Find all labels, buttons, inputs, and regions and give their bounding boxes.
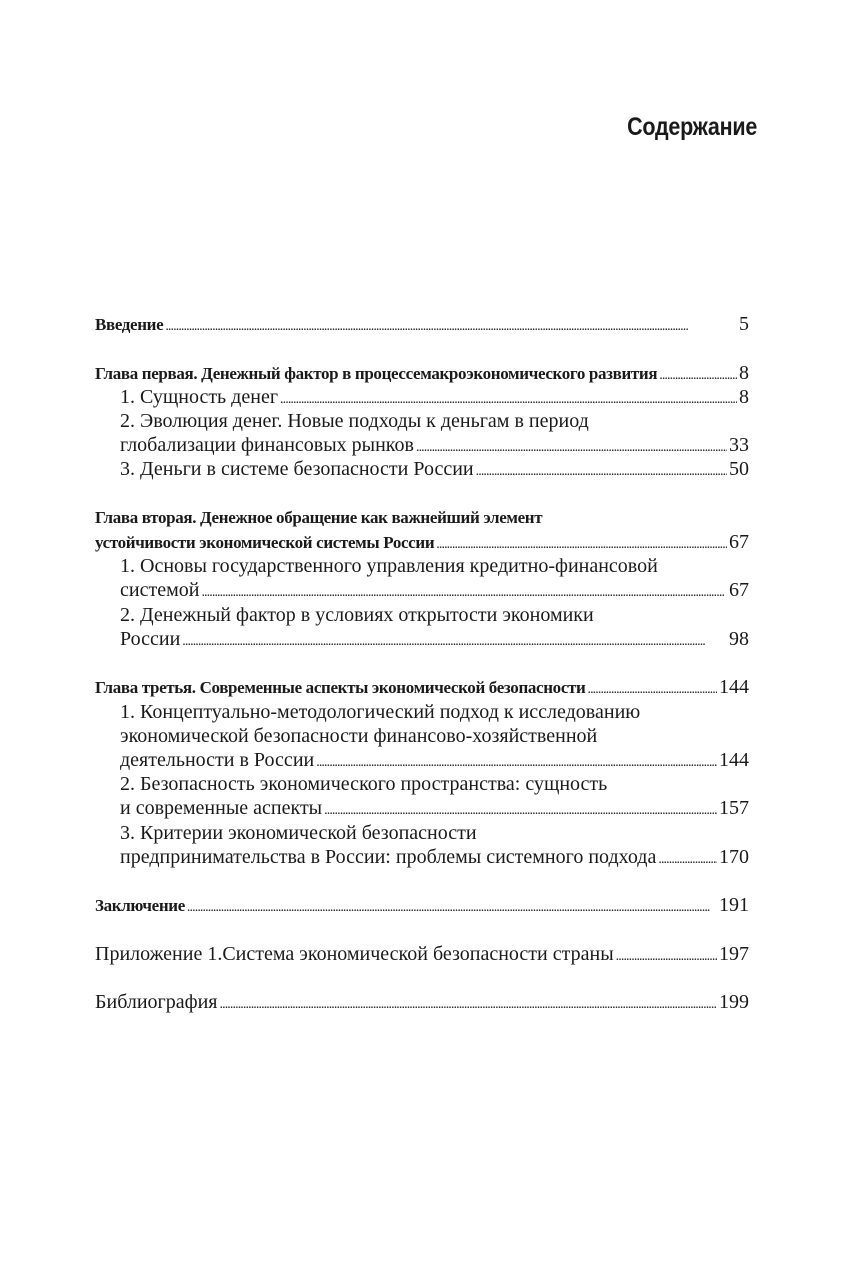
toc-entry-chapter-1-section-3[interactable]	[95, 457, 749, 481]
dot-leader	[201, 578, 727, 605]
table-of-contents	[95, 312, 749, 1015]
toc-entry-title: Библиография	[95, 991, 218, 1014]
toc-page-number: 199	[719, 991, 749, 1014]
toc-entry-title: 3. Критерии экономической безопасности	[120, 821, 477, 844]
toc-page-number: 144	[719, 748, 749, 771]
toc-entry-title: системой	[120, 579, 200, 602]
toc-entry-title: 2. Денежный фактор в условиях открытости экономики	[120, 603, 594, 626]
toc-entry-chapter-3-section-2[interactable]	[95, 796, 749, 820]
dot-leader	[187, 894, 717, 920]
page-title: Содержание	[627, 113, 757, 141]
toc-entry-title: и современные аспекты	[120, 797, 323, 820]
toc-page-number: 50	[729, 458, 749, 481]
toc-entry-title: Введение	[95, 315, 164, 334]
toc-entry-chapter-2-section-2-line-1[interactable]	[95, 603, 749, 627]
toc-entry-title: 1. Сущность денег	[120, 385, 279, 408]
toc-entry-title: Глава первая. Денежный фактор в процессемакроэкономического развития	[95, 363, 658, 383]
toc-entry-chapter-2-section-2[interactable]	[95, 627, 749, 651]
toc-entry-title: России	[120, 627, 181, 650]
toc-entry-intro[interactable]	[95, 312, 749, 336]
toc-page-number: 197	[719, 942, 749, 965]
toc-entry-title: 1. Концептуально-методологический подход к исследованию	[120, 700, 641, 723]
toc-entry-chapter-3-section-3-line-1[interactable]	[95, 821, 749, 845]
toc-entry-chapter-1-section-2[interactable]	[95, 433, 749, 457]
toc-entry-chapter-1[interactable]	[95, 361, 749, 385]
toc-entry-title: предпринимательства в России: проблемы системного подхода	[120, 845, 657, 868]
toc-entry-title: 3. Деньги в системе безопасности России	[120, 458, 474, 481]
toc-entry-title: 2. Эволюция денег. Новые подходы к деньгам в период	[120, 409, 589, 432]
toc-entry-title: Заключение	[95, 896, 185, 916]
toc-entry-title: 2. Безопасность экономического пространства: сущность	[120, 773, 608, 796]
toc-entry-chapter-3[interactable]	[95, 675, 749, 699]
toc-page-number: 8	[739, 361, 749, 384]
toc-entry-chapter-2-section-1-line-1[interactable]	[95, 554, 749, 578]
dot-leader	[416, 433, 727, 460]
toc-entry-chapter-3-section-3[interactable]	[95, 845, 749, 869]
toc-page-number: 5	[739, 313, 749, 335]
toc-page-number: 157	[719, 797, 749, 820]
toc-entry-title: 1. Основы государственного управления кредитно-финансовой	[120, 555, 658, 578]
dot-leader	[182, 627, 727, 654]
dot-leader	[280, 385, 737, 412]
toc-entry-title: устойчивости экономической системы России	[95, 533, 435, 553]
toc-page-number: 170	[719, 845, 749, 868]
dot-leader	[165, 313, 737, 339]
toc-page-number: 98	[729, 627, 749, 650]
toc-entry-chapter-3-section-1-line-1[interactable]	[95, 700, 749, 724]
toc-entry-title: экономической безопасности финансово-хозяйственной	[120, 724, 598, 747]
toc-page-number: 144	[719, 676, 749, 699]
toc-entry-chapter-2-section-1[interactable]	[95, 578, 749, 602]
toc-entry-chapter-2[interactable]	[95, 530, 749, 554]
toc-entry-chapter-3-section-1-line-2[interactable]	[95, 724, 749, 748]
toc-entry-chapter-1-section-2-line-1[interactable]	[95, 409, 749, 433]
toc-page-number: 33	[729, 434, 749, 457]
toc-entry-title: деятельности в России	[120, 748, 315, 771]
dot-leader	[476, 457, 727, 484]
toc-entry-chapter-3-section-1[interactable]	[95, 748, 749, 772]
dot-leader	[616, 942, 717, 969]
toc-entry-appendix[interactable]	[95, 942, 749, 966]
dot-leader	[658, 845, 717, 872]
toc-page-number: 67	[729, 531, 749, 554]
toc-entry-chapter-1-section-1[interactable]	[95, 385, 749, 409]
toc-entry-title: Глава вторая. Денежное обращение как важнейший элемент	[95, 507, 543, 527]
toc-entry-title: глобализации финансовых рынков	[120, 434, 414, 457]
toc-entry-bibliography[interactable]	[95, 990, 749, 1014]
dot-leader	[324, 796, 717, 823]
toc-entry-conclusion[interactable]	[95, 893, 749, 917]
toc-page-number: 67	[729, 579, 749, 602]
toc-entry-chapter-2-line-1[interactable]	[95, 506, 749, 530]
dot-leader	[316, 748, 717, 775]
toc-page-number: 191	[719, 894, 749, 917]
toc-page-number: 8	[739, 385, 749, 408]
toc-entry-title: Глава третья. Современные аспекты экономической безопасности	[95, 678, 586, 698]
toc-entry-title: Приложение 1.Система экономической безопасности страны	[95, 942, 614, 965]
toc-entry-chapter-3-section-2-line-1[interactable]	[95, 772, 749, 796]
dot-leader	[220, 990, 718, 1017]
